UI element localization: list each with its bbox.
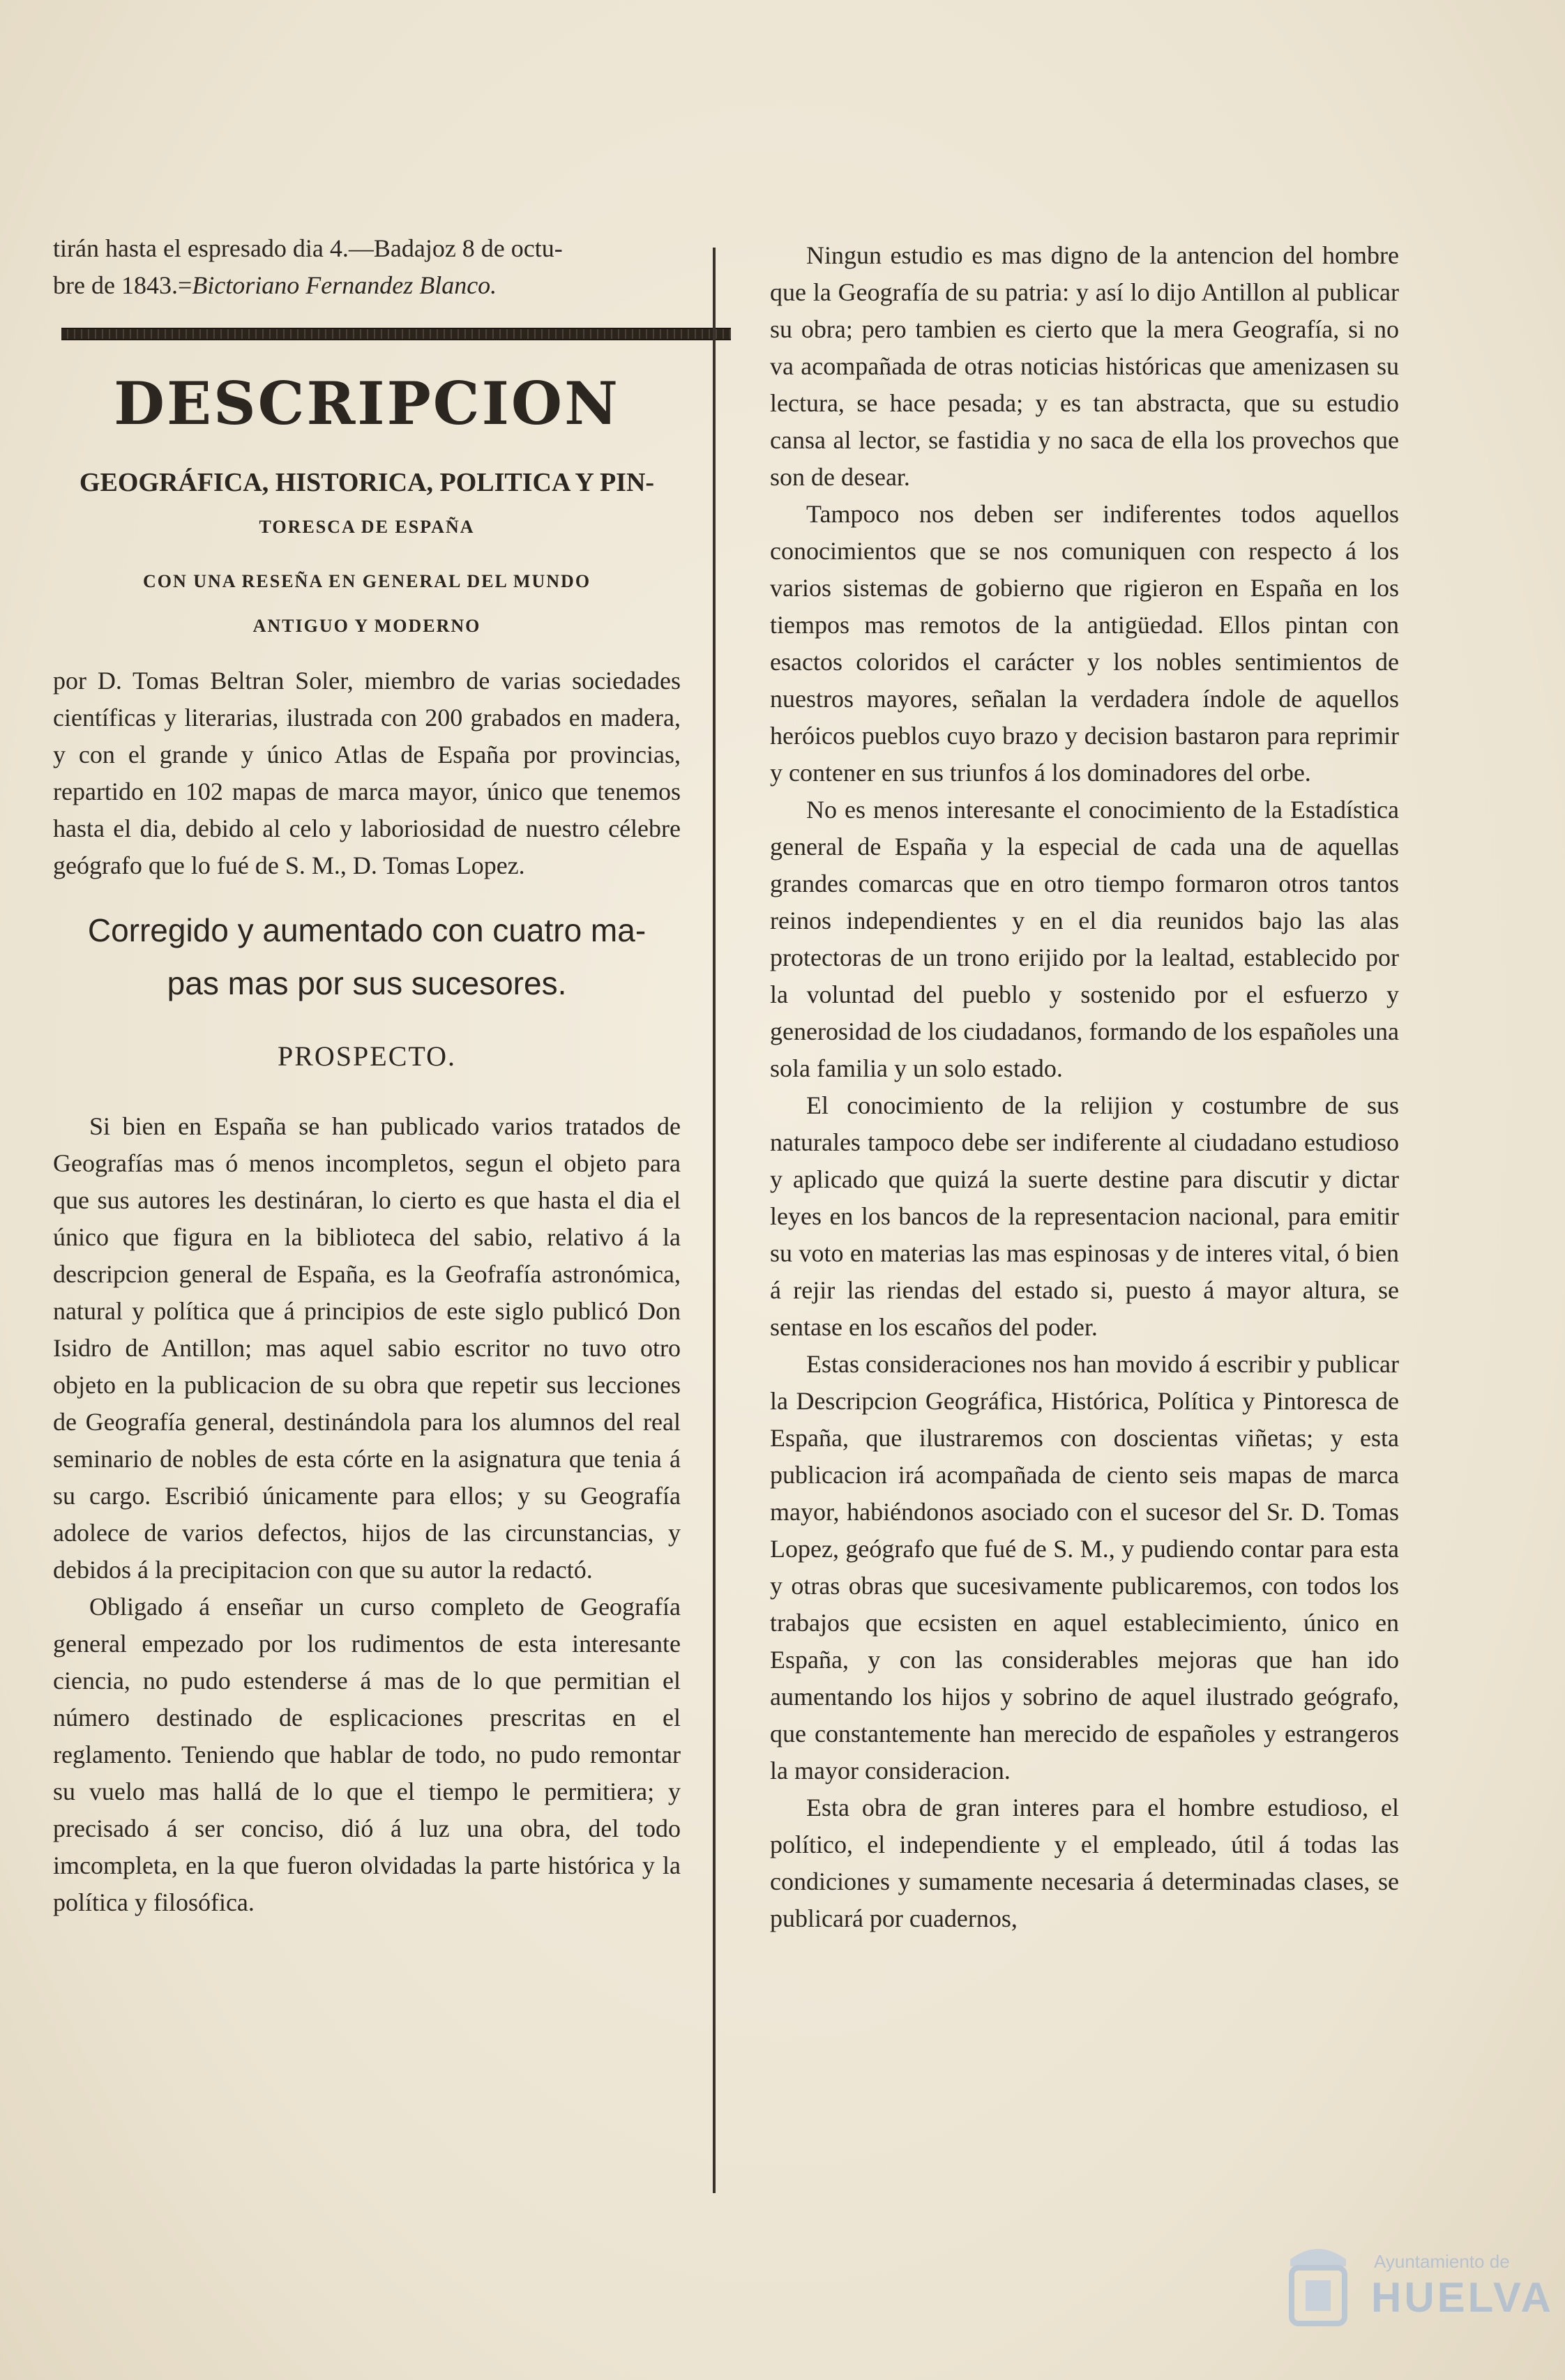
right-column: [770, 237, 1399, 1937]
huelva-watermark-logo: [1276, 2231, 1554, 2357]
top-note-signature: Bictoriano Fernandez Blanco.: [192, 271, 497, 299]
section-heading: PROSPECTO.: [277, 1040, 456, 1072]
author-paragraph: por D. Tomas Beltran Soler, miembro de varias sociedades científicas y literarias, ilustrada con 200 grabados en madera, y con el grande y único Atlas de España por provincias, repartido en 102 mapas de marca mayor, único que tenemos hasta el dia, debido al celo y laboriosidad de nuestro célebre geógrafo que lo fué de S. M., D. Tomas Lopez.: [53, 667, 681, 879]
top-note-line-1: tirán hasta el espresado dia 4.—Badajoz 8 de octu-: [53, 234, 563, 262]
right-paragraph-5: Estas consideraciones nos han movido á escribir y publicar la Descripcion Geográfica, Histórica, Política y Pintoresca de España, que ilustraremos con doscientas viñetas; y esta publicacion irá acompañada de ciento seis mapas de marca mayor, habiéndonos asociado con el sucesor del Sr. D. Tomas Lopez, geógrafo que fué de S. M., y pudiendo contar para esta y otras obras que sucesivamente publicaremos, con todos los trabajos que ecsisten en aquel establecimiento, único en España, y con las considerables mejoras que han ido aumentando los hijos y sobrino de aquel ilustrado geógrafo, que constantemente han merecido de españoles y estrangeros la mayor consideracion.: [770, 1350, 1399, 1784]
right-paragraph-2: Tampoco nos deben ser indiferentes todos aquellos conocimientos que se nos comuniquen con respecto á los varios sistemas de gobierno que rigieron en España en los tiempos mas remotos de la antigüedad. Ellos pintan con esactos coloridos el carácter y los nobles sentimientos de nuestros mayores, señalan la verdadera índole de aquellos heróicos pueblos cuyo brazo y decision bastaron para reprimir y contener en sus triunfos á los dominadores del orbe.: [770, 500, 1399, 787]
left-paragraph-2: Obligado á enseñar un curso completo de Geografía general empezado por los rudimentos de esta interesante ciencia, no pudo estenderse á mas de lo que permitian el número destinado de esplicaciones prescritas en el reglamento. Teniendo que hablar de todo, no pudo remontar su vuelo mas hallá de lo que el tiempo le permitiera; y precisado á ser conciso, dió á luz una obra, del todo imcompleta, en la que fueron olvidadas la parte histórica y la política y filosófica.: [53, 1593, 681, 1916]
top-note-date: bre de 1843.=: [53, 271, 192, 299]
coat-of-arms-icon: [1276, 2231, 1360, 2350]
subtitle-line-2: TORESCA DE ESPAÑA: [259, 517, 475, 537]
ornamental-rule: [61, 328, 731, 340]
column-divider: [713, 248, 716, 2193]
corrected-notice: [53, 904, 681, 1010]
top-note-line-2: [53, 267, 681, 304]
watermark-big-text: HUELVA: [1371, 2274, 1554, 2321]
right-paragraph-1: Ningun estudio es mas digno de la antencion del hombre que la Geografía de su patria: y así lo dijo Antillon al publicar su obra; pero tambien es cierto que la mera Geografía, si no va acompañada de otras noticias históricas que amenizasen su lectura, se hace pesada; y es tan abstracta, que su estudio cansa al lector, se fastidia y no saca de ella los provechos que son de desear.: [770, 241, 1399, 491]
watermark-small-text: Ayuntamiento de: [1374, 2251, 1510, 2272]
subtitle-line-4: ANTIGUO Y MODERNO: [252, 616, 481, 636]
corrected-line-2: pas mas por sus sucesores.: [167, 965, 567, 1001]
corrected-line-1: Corregido y aumentado con cuatro ma-: [87, 912, 647, 948]
main-title: DESCRIPCION: [114, 369, 620, 438]
right-paragraph-6: Esta obra de gran interes para el hombre estudioso, el político, el independiente y el empleado, útil á todas las condiciones y sumamente necesaria á determinadas clases, se publicará por cuadernos,: [770, 1794, 1399, 1932]
left-paragraph-1: Si bien en España se han publicado varios tratados de Geografías mas ó menos incompletos, segun el objeto para que sus autores les destináran, lo cierto es que hasta el dia el único que figura en la biblioteca del sabio, relativo á la descripcion general de España, es la Geofrafía astronómica, natural y política que á principios de este siglo publicó Don Isidro de Antillon; mas aquel sabio escritor no tuvo otro objeto en la publicacion de su obra que repetir sus lecciones de Geografía general, destinándola para los alumnos del real seminario de nobles de esta córte en la asignatura que tenia á su cargo. Escribió únicamente para ellos; y su Geografía adolece de varios defectos, hijos de las circunstancias, y debidos á la precipitacion con que su autor la redactó.: [53, 1112, 681, 1584]
right-paragraph-3: No es menos interesante el conocimiento de la Estadística general de España y la especial de cada una de aquellas grandes comarcas que en otro tiempo formaron otros tantos reinos independientes y en el dia reunidos bajo las alas protectoras de un trono erijido por la lealtad, establecido por la voluntad del pueblo y sostenido por el esfuerzo y generosidad de los ciudadanos, formando de los españoles una sola familia y un solo estado.: [770, 796, 1399, 1082]
left-column: [53, 230, 681, 1921]
subtitle-line-1: GEOGRÁFICA, HISTORICA, POLITICA Y PIN-: [79, 468, 655, 497]
right-paragraph-4: El conocimiento de la relijion y costumbre de sus naturales tampoco debe ser indiferente al ciudadano estudioso y aplicado que quizá la suerte destine para discutir y dictar leyes en los bancos de la representacion nacional, para emitir su voto en materias las mas espinosas y de interes vital, ó bien á rejir las riendas del estado si, puesto á mayor altura, se sentase en los escaños del poder.: [770, 1091, 1399, 1341]
subtitle-line-3: CON UNA RESEÑA EN GENERAL DEL MUNDO: [142, 571, 591, 591]
top-note: [53, 230, 681, 304]
